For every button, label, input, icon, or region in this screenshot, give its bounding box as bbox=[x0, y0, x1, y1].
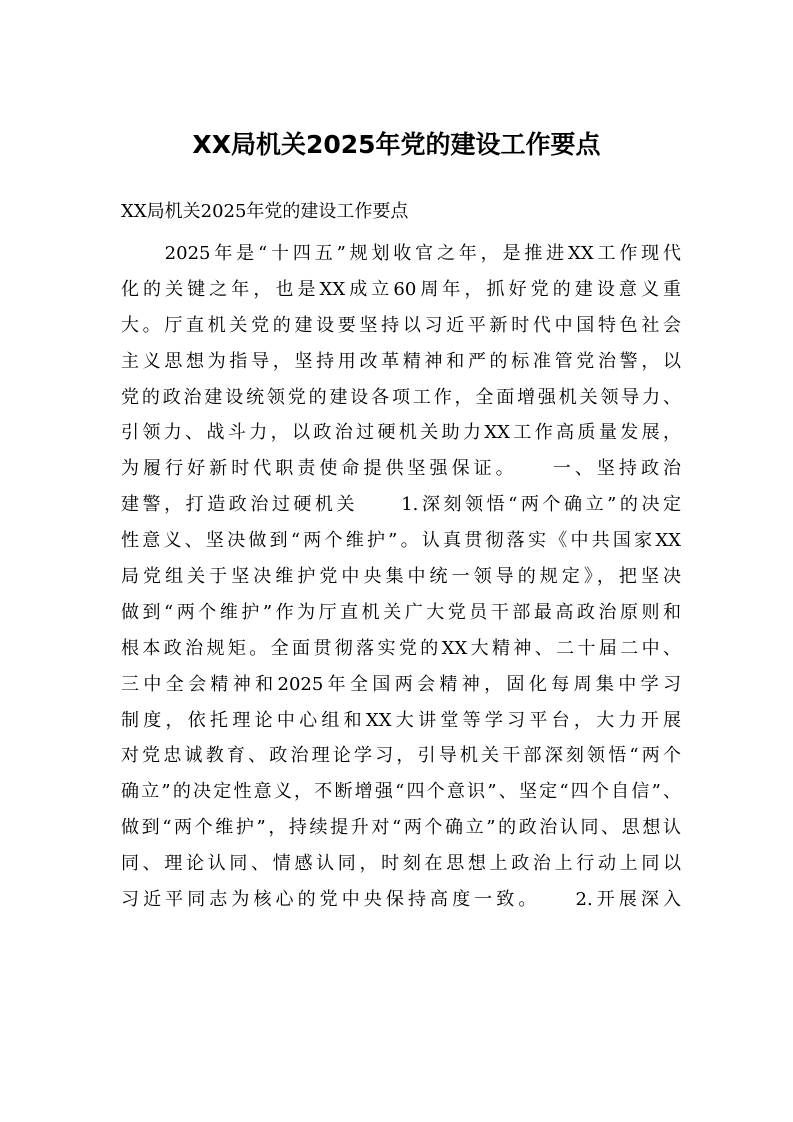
body-line: 为履行好新时代职责使命提供坚强保证。 一、坚持政治 bbox=[121, 458, 681, 480]
body-line: 主义思想为指导，坚持用改革精神和严的标准管党治警，以 bbox=[121, 350, 681, 372]
body-line: 大。厅直机关党的建设要坚持以习近平新时代中国特色社会 bbox=[121, 314, 681, 336]
body-line: 对党忠诚教育、政治理论学习，引导机关干部深刻领悟“两个 bbox=[121, 745, 681, 767]
body-line: 同、理论认同、情感认同，时刻在思想上政治上行动上同以 bbox=[121, 853, 681, 875]
body-line: 引领力、战斗力，以政治过硬机关助力XX工作高质量发展， bbox=[121, 422, 681, 444]
body-line: 做到“两个维护”作为厅直机关广大党员干部最高政治原则和 bbox=[121, 601, 681, 623]
body-line: 做到“两个维护”，持续提升对“两个确立”的政治认同、思想认 bbox=[121, 817, 681, 839]
body-line: 化的关键之年，也是XX成立60周年，抓好党的建设意义重 bbox=[121, 278, 681, 300]
document-title: XX局机关2025年党的建设工作要点 bbox=[192, 130, 601, 159]
body-line: 习近平同志为核心的党中央保持高度一致。 2.开展深入 bbox=[121, 889, 681, 911]
body-line: 党的政治建设统领党的建设各项工作，全面增强机关领导力、 bbox=[121, 386, 681, 408]
body-line: 建警，打造政治过硬机关 1.深刻领悟“两个确立”的决定 bbox=[121, 494, 681, 516]
body-line: 局党组关于坚决维护党中央集中统一领导的规定》，把坚决 bbox=[121, 566, 681, 588]
body-line: 根本政治规矩。全面贯彻落实党的XX大精神、二十届二中、 bbox=[121, 637, 681, 659]
body-line: 性意义、坚决做到“两个维护”。认真贯彻落实《中共国家XX bbox=[121, 530, 681, 552]
body-line: 三中全会精神和2025年全国两会精神，固化每周集中学习 bbox=[121, 673, 681, 695]
document-subtitle: XX局机关2025年党的建设工作要点 bbox=[121, 201, 409, 222]
body-line: 2025年是“十四五”规划收官之年，是推进XX工作现代 bbox=[121, 243, 681, 264]
document-body bbox=[121, 236, 681, 918]
body-line: 制度，依托理论中心组和XX大讲堂等学习平台，大力开展 bbox=[121, 709, 681, 731]
body-line: 确立”的决定性意义，不断增强“四个意识”、坚定“四个自信”、 bbox=[121, 781, 681, 803]
